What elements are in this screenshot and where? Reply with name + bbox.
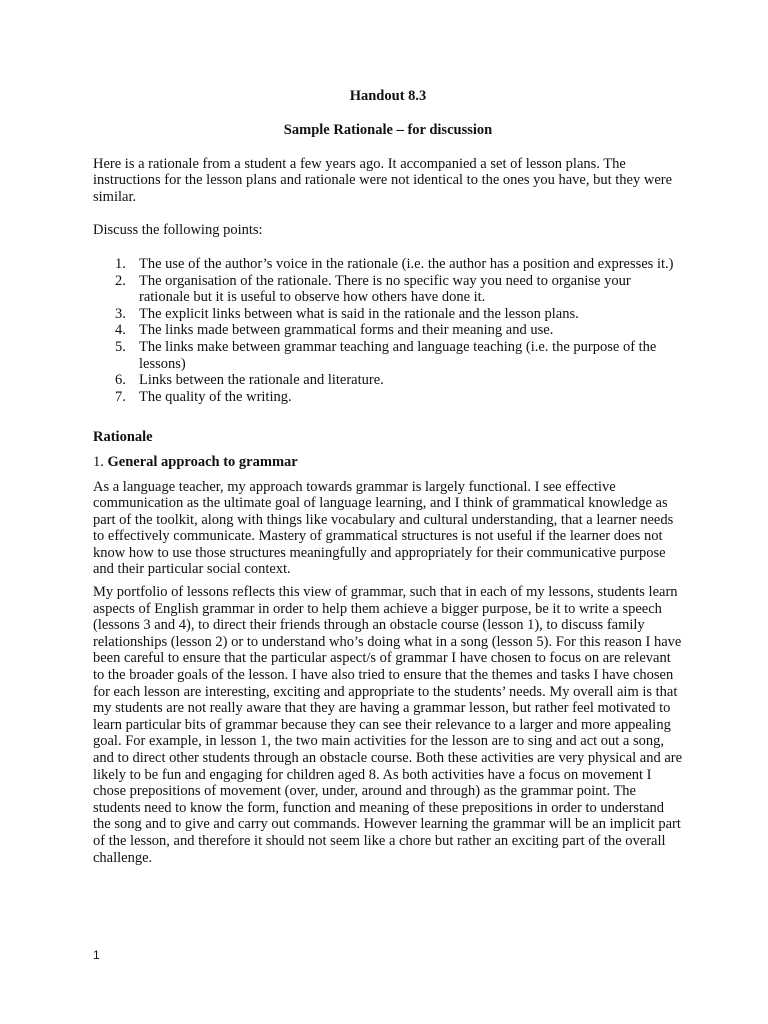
document-subtitle: Sample Rationale – for discussion: [283, 122, 493, 138]
subsection-title: General approach to grammar: [107, 453, 298, 470]
list-item: [93, 339, 683, 372]
list-item: [93, 322, 683, 339]
body-paragraph-2: My portfolio of lessons reflects this view of grammar, such that in each of my lessons, students learn aspects of English grammar in order to help them achieve a bigger purpose, be it to write a speech (lessons 3 and 4), to direct their friends through an obstacle course (lesson 1), to discuss family relationships (lesson 2) or to understand who’s doing what in a song (lesson 5). For this reason I have been careful to ensure that the particular aspect/s of grammar I have chosen to focus on are relevant to the broader goals of the lesson. I have also tried to ensure that the themes and tasks I have chosen for each lesson are interesting, exciting and appropriate to the students’ needs. My overall aim is that my students are not really aware that they are having a grammar lesson, but rather feel motivated to learn particular bits of grammar because they can see their relevance to a larger and more appealing goal. For example, in lesson 1, the two main activities for the lesson are to sing and act out a song, and to direct other students through an obstacle course. Both these activities are very physical and are likely to be fun and engaging for children aged 8. As both activities have a focus on movement I chose prepositions of movement (over, under, around and through) as the grammar point. The students need to know the form, function and meaning of these prepositions in order to understand the song and to give and carry out commands. However learning the grammar will be an implicit part of the lesson, and therefore it should not seem like a chore but rather an exciting part of the overall challenge.: [93, 584, 683, 866]
list-item: [93, 389, 683, 406]
list-item-number: 3.: [115, 305, 126, 322]
list-item-text: The explicit links between what is said in the rationale and the lesson plans.: [139, 305, 579, 322]
list-item-number: 2.: [115, 272, 126, 289]
list-item-text: The links made between grammatical forms and their meaning and use.: [139, 322, 554, 339]
subsection-heading: [93, 454, 683, 471]
list-item-text: The organisation of the rationale. There is no specific way you need to organise your rationale but it is useful to observe how others have done it.: [139, 272, 631, 306]
list-item: [93, 372, 683, 389]
discussion-points-list: [93, 256, 683, 405]
list-item-number: 7.: [115, 388, 126, 405]
discuss-prompt: Discuss the following points:: [93, 222, 263, 239]
intro-paragraph: Here is a rationale from a student a few years ago. It accompanied a set of lesson plans. The instructions for the lesson plans and rationale were not identical to the ones you have, but they were similar.: [93, 155, 673, 205]
list-item-number: 1.: [115, 255, 126, 272]
list-item-text: Links between the rationale and literature.: [139, 372, 384, 389]
list-item: [93, 273, 683, 306]
list-item-text: The links make between grammar teaching and language teaching (i.e. the purpose of the lessons): [139, 338, 657, 372]
list-item: [93, 256, 683, 273]
list-item-number: 4.: [115, 322, 126, 339]
list-item-text: The quality of the writing.: [139, 388, 292, 405]
section-heading: Rationale: [93, 429, 153, 446]
list-item: [93, 306, 683, 323]
body-paragraph-1: As a language teacher, my approach towards grammar is largely functional. I see effective communication as the ultimate goal of language learning, and I think of grammatical knowledge as part of the toolkit, along with things like vocabulary and cultural understanding, that a learner needs to effectively communicate. Mastery of grammatical structures is not useful if the learner does not know how to use those structures meaningfully and appropriately for their communicative purpose and their particular social context.: [93, 478, 674, 578]
list-item-number: 6.: [115, 372, 126, 389]
list-item-text: The use of the author’s voice in the rationale (i.e. the author has a position and expresses it.): [139, 255, 674, 272]
list-item-number: 5.: [115, 338, 126, 355]
subsection-number: 1.: [93, 453, 104, 470]
page-number: 1: [93, 948, 100, 962]
document-page: [93, 88, 683, 866]
document-title: Handout 8.3: [349, 88, 427, 104]
